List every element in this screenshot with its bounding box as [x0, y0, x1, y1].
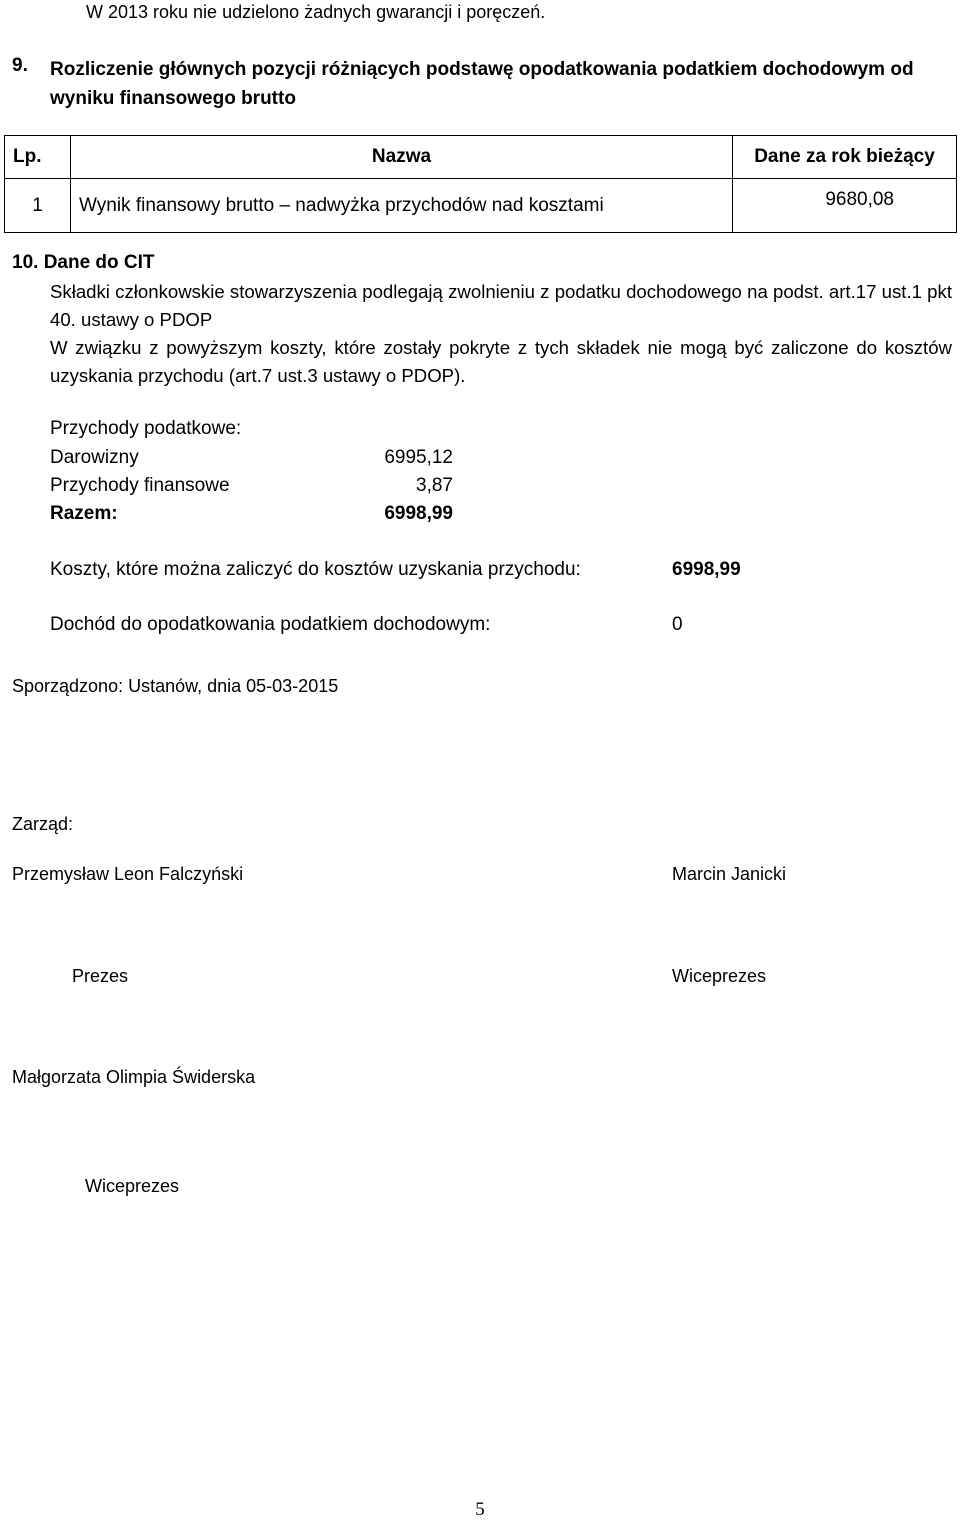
signatory-role: Wiceprezes — [85, 1176, 180, 1196]
header-name: Nazwa — [71, 136, 733, 179]
income-value: 0 — [672, 614, 683, 635]
section-10-body — [50, 278, 952, 390]
signatory-name: Małgorzata Olimpia Świderska — [12, 1067, 256, 1087]
table-header-row — [5, 136, 957, 179]
cell-name: Wynik finansowy brutto – nadwyżka przychodów nad kosztami — [71, 179, 733, 233]
income-label: Dochód do opodatkowania podatkiem dochodowym: — [50, 614, 491, 635]
header-value: Dane za rok bieżący — [733, 136, 957, 179]
prepared-note: Sporządzono: Ustanów, dnia 05-03-2015 — [12, 676, 339, 696]
costs-label: Koszty, które można zaliczyć do kosztów uzyskania przychodu: — [50, 559, 581, 580]
page-number: 5 — [475, 1499, 485, 1520]
signatory-role: Wiceprezes — [672, 966, 767, 986]
section-9-number: 9. — [12, 55, 28, 76]
cell-lp: 1 — [5, 179, 71, 233]
revenue-label-financial: Przychody finansowe — [50, 475, 230, 496]
revenue-heading: Przychody podatkowe: — [50, 418, 242, 439]
section-9-title: Rozliczenie głównych pozycji różniących podstawę opodatkowania podatkiem dochodowym od wyniku finansowego brutto — [50, 59, 914, 109]
header-lp: Lp. — [5, 136, 71, 179]
intro-text: W 2013 roku nie udzielono żadnych gwarancji i poręczeń. — [86, 2, 546, 22]
revenue-total-value: 6998,99 — [384, 503, 453, 524]
section-10-paragraph-1: Składki członkowskie stowarzyszenia podlegają zwolnieniu z podatku dochodowego na podst. art.17 ust.1 pkt 40. ustawy o PDOP — [50, 281, 952, 330]
signatory-name: Marcin Janicki — [672, 864, 787, 884]
tax-base-table — [4, 135, 957, 233]
signatory-role: Prezes — [72, 966, 129, 986]
revenue-value-donations: 6995,12 — [384, 447, 453, 468]
section-10-heading: 10. Dane do CIT — [12, 252, 155, 273]
signatory-name: Przemysław Leon Falczyński — [12, 864, 244, 884]
cell-value: 9680,08 — [733, 179, 957, 233]
revenue-value-financial: 3,87 — [416, 475, 453, 496]
section-10-paragraph-2: W związku z powyższym koszty, które zostały pokryte z tych składek nie mogą być zaliczone do kosztów uzyskania przychodu (art.7 ust.3 ustawy o PDOP). — [50, 337, 952, 386]
table-row — [5, 179, 957, 233]
costs-value: 6998,99 — [672, 559, 741, 580]
board-label: Zarząd: — [12, 814, 74, 834]
revenue-label-donations: Darowizny — [50, 447, 139, 468]
revenue-total-label: Razem: — [50, 503, 118, 524]
